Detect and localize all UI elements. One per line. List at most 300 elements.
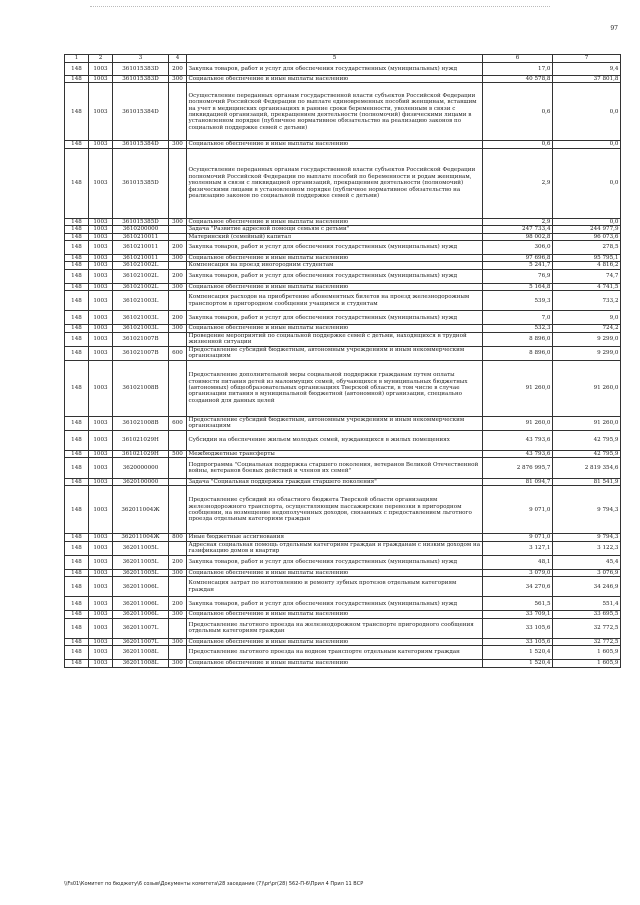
expense-type-cell: 800 [169,534,187,541]
expense-type-cell: 500 [169,450,187,457]
amount-cell: 8 896,0 [483,346,553,360]
amount-cell: 561,5 [483,597,553,611]
expense-type-cell [169,486,187,534]
section-code-cell: 1003 [89,416,113,430]
table-row [65,611,621,618]
table-row [65,148,621,218]
section-code-cell: 1003 [89,611,113,618]
column-header: 4 [169,55,187,63]
expense-type-cell: 300 [169,325,187,332]
description-cell: Субсидии на обеспечение жильем молодых семей, нуждающихся в жилых помещениях [187,430,483,450]
amount-cell: 95 795,1 [553,255,621,262]
table-row [65,233,621,240]
admin-code-cell: 148 [65,569,89,576]
description-cell: Предоставление льготного проезда на водном транспорте отдельным категориям граждан [187,646,483,660]
admin-code-cell: 148 [65,611,89,618]
admin-code-cell: 148 [65,577,89,597]
target-code-cell: 362011008L [113,646,169,660]
amount-cell: 724,2 [553,325,621,332]
table-row [65,255,621,262]
description-cell: Социальное обеспечение и иные выплаты населению [187,255,483,262]
amount-cell: 1 605,9 [553,646,621,660]
amount-cell: 2,9 [483,218,553,225]
target-code-cell: 361021029H [113,450,169,457]
expense-type-cell: 200 [169,241,187,255]
target-code-cell: 362011006L [113,577,169,597]
expense-type-cell [169,262,187,269]
target-code-cell: 361015384D [113,141,169,148]
section-code-cell: 1003 [89,269,113,283]
amount-cell: 32 772,5 [553,618,621,638]
page-number: 97 [610,25,618,32]
expense-type-cell: 300 [169,218,187,225]
description-cell: Компенсация расходов на приобретение абонементных билетов на проезд железнодорожным транспортом в пригородном сообщении учащимся и студентам [187,291,483,311]
amount-cell: 45,4 [553,555,621,569]
amount-cell: 33 695,5 [553,611,621,618]
admin-code-cell: 148 [65,332,89,346]
amount-cell: 40 578,8 [483,76,553,83]
expense-type-cell [169,479,187,486]
section-code-cell: 1003 [89,450,113,457]
admin-code-cell: 148 [65,311,89,325]
admin-code-cell: 148 [65,141,89,148]
expense-type-cell: 200 [169,555,187,569]
amount-cell: 0,0 [553,148,621,218]
description-cell: Закупка товаров, работ и услуг для обеспечения государственных (муниципальных) нужд [187,311,483,325]
admin-code-cell: 148 [65,458,89,479]
expense-type-cell: 200 [169,597,187,611]
amount-cell: 9 071,0 [483,534,553,541]
description-cell: Межбюджетные трансферты [187,450,483,457]
budget-table [64,54,621,668]
expense-type-cell: 300 [169,76,187,83]
description-cell: Компенсация на проезд иногородним студентам [187,262,483,269]
section-code-cell: 1003 [89,325,113,332]
description-cell: Предоставление субсидий бюджетным, автономным учреждениям и иным некоммерческим организациям [187,346,483,360]
target-code-cell: 361021002L [113,283,169,290]
amount-cell: 8 896,0 [483,332,553,346]
amount-cell: 0,6 [483,141,553,148]
expense-type-cell: 600 [169,346,187,360]
admin-code-cell: 148 [65,241,89,255]
amount-cell: 91 260,0 [483,360,553,416]
target-code-cell: 361015385D [113,218,169,225]
target-code-cell: 362011006L [113,611,169,618]
amount-cell: 0,0 [553,83,621,141]
admin-code-cell: 148 [65,541,89,555]
target-code-cell: 3620000000 [113,458,169,479]
amount-cell: 2 819 354,6 [553,458,621,479]
section-code-cell: 1003 [89,241,113,255]
table-row [65,76,621,83]
amount-cell: 81 541,9 [553,479,621,486]
expense-type-cell [169,577,187,597]
section-code-cell: 1003 [89,458,113,479]
target-code-cell: 362011006L [113,597,169,611]
admin-code-cell: 148 [65,291,89,311]
admin-code-cell: 148 [65,597,89,611]
expense-type-cell: 300 [169,660,187,667]
section-code-cell: 1003 [89,618,113,638]
section-code-cell: 1003 [89,83,113,141]
amount-cell: 42 795,9 [553,450,621,457]
target-code-cell: 3610210011 [113,255,169,262]
description-cell: Предоставление льготного проезда на железнодорожном транспорте пригородного сообщения отдельным категориям граждан [187,618,483,638]
expense-type-cell: 300 [169,611,187,618]
description-cell: Закупка товаров, работ и услуг для обеспечения государственных (муниципальных) нужд [187,63,483,76]
admin-code-cell: 148 [65,346,89,360]
expense-type-cell [169,360,187,416]
admin-code-cell: 148 [65,416,89,430]
target-code-cell: 361021007B [113,346,169,360]
admin-code-cell: 148 [65,555,89,569]
target-code-cell: 3610210011 [113,233,169,240]
amount-cell: 34 246,9 [553,577,621,597]
amount-cell: 3 076,9 [553,569,621,576]
admin-code-cell: 148 [65,360,89,416]
target-code-cell: 362011008L [113,660,169,667]
amount-cell: 91 260,0 [553,416,621,430]
description-cell: Адресная социальная помощь отдельным категориям граждан и гражданам с низким доходом на газификацию домов и квартир [187,541,483,555]
description-cell: Проведение мероприятий по социальной поддержке семей с детьми, находящихся в трудной жизненной ситуации [187,332,483,346]
table-row [65,226,621,233]
table-row [65,346,621,360]
amount-cell: 33 105,6 [483,618,553,638]
table-row [65,577,621,597]
section-code-cell: 1003 [89,76,113,83]
target-code-cell: 361015384D [113,83,169,141]
expense-type-cell: 600 [169,416,187,430]
amount-cell: 17,0 [483,63,553,76]
target-code-cell: 361021008B [113,360,169,416]
description-cell: Осуществление переданных органам государственной власти субъектов Российской Федерации полномочий Российской Федерации по выплате пособий по беременности и родам женщинам, уволенным в связи с ликвидацией организаций, прекращением деятельности (полномочий) физическими лицами в установленном порядке (публичное нормативное обязательство на реализацию законов по социальной поддержке семей с детьми) [187,148,483,218]
table-row [65,569,621,576]
amount-cell: 306,0 [483,241,553,255]
admin-code-cell: 148 [65,269,89,283]
target-code-cell: 361021007B [113,332,169,346]
admin-code-cell: 148 [65,148,89,218]
expense-type-cell: 200 [169,311,187,325]
table-row [65,416,621,430]
admin-code-cell: 148 [65,486,89,534]
admin-code-cell: 148 [65,450,89,457]
description-cell: Предоставление субсидий бюджетным, автономным учреждениям и иным некоммерческим организациям [187,416,483,430]
amount-cell: 0,0 [553,141,621,148]
description-cell: Материнский (семейный) капитал [187,233,483,240]
table-row [65,283,621,290]
column-header: 7 [553,55,621,63]
section-code-cell: 1003 [89,226,113,233]
description-cell: Предоставление субсидий из областного бюджета Тверской области организациям железнодорожного транспорта, осуществляющим пассажирские перевозки в пригородном сообщении, на возмещение недополученных доходов, связанных с предоставлением льготного проезда отдельным категориям граждан [187,486,483,534]
amount-cell: 532,3 [483,325,553,332]
table-row [65,450,621,457]
expense-type-cell: 300 [169,255,187,262]
table-row [65,597,621,611]
expense-type-cell [169,233,187,240]
admin-code-cell: 148 [65,638,89,645]
description-cell: Социальное обеспечение и иные выплаты населению [187,76,483,83]
target-code-cell: 361021002L [113,262,169,269]
amount-cell: 48,1 [483,555,553,569]
amount-cell: 3 079,0 [483,569,553,576]
admin-code-cell: 148 [65,325,89,332]
target-code-cell: 361021003L [113,325,169,332]
target-code-cell: 362011005L [113,541,169,555]
description-cell: Осуществление переданных органам государственной власти субъектов Российской Федерации полномочий Российской Федерации по выплате единовременных пособий женщинам, вставшим на учет в медицинских организациях в ранние сроки беременности, уволенным в связи с ликвидацией организаций, прекращением деятельности (полномочий) физическими лицами в установленном порядке (публичное нормативное обязательство на реализацию законов по социальной поддержке семей с детьми) [187,83,483,141]
admin-code-cell: 148 [65,283,89,290]
admin-code-cell: 148 [65,646,89,660]
table-row [65,325,621,332]
amount-cell: 76,9 [483,269,553,283]
description-cell: Закупка товаров, работ и услуг для обеспечения государственных (муниципальных) нужд [187,555,483,569]
target-code-cell: 361021029H [113,430,169,450]
amount-cell: 97 696,8 [483,255,553,262]
section-code-cell: 1003 [89,430,113,450]
description-cell: Социальное обеспечение и иные выплаты населению [187,638,483,645]
table-row [65,486,621,534]
amount-cell: 9 299,0 [553,346,621,360]
amount-cell: 5 241,7 [483,262,553,269]
table-row [65,360,621,416]
target-code-cell: 361021008B [113,416,169,430]
amount-cell: 3 122,3 [553,541,621,555]
table-row [65,430,621,450]
expense-type-cell [169,148,187,218]
description-cell: Закупка товаров, работ и услуг для обеспечения государственных (муниципальных) нужд [187,597,483,611]
amount-cell: 37 801,8 [553,76,621,83]
section-code-cell: 1003 [89,332,113,346]
amount-cell: 2 876 995,7 [483,458,553,479]
amount-cell: 43 793,6 [483,430,553,450]
description-cell: Социальное обеспечение и иные выплаты населению [187,218,483,225]
description-cell: Задача "Социальная поддержка граждан старшего поколения" [187,479,483,486]
column-header: 5 [187,55,483,63]
table-row [65,332,621,346]
table-row [65,83,621,141]
amount-cell: 33 709,1 [483,611,553,618]
table-row [65,63,621,76]
table-row [65,534,621,541]
file-path-footer: \\Fs01\Комитет по бюджету\6 созыв\Документы комитета\28 заседание (7)\pr\pr(28) 562-П-6\Прил 4 Прил 11 ВСР [64,881,364,887]
table-row [65,262,621,269]
amount-cell: 4 816,2 [553,262,621,269]
table-row [65,618,621,638]
section-code-cell: 1003 [89,283,113,290]
target-code-cell: 362011007L [113,638,169,645]
expense-type-cell [169,618,187,638]
admin-code-cell: 148 [65,534,89,541]
target-code-cell: 362011005L [113,569,169,576]
amount-cell: 7,0 [483,311,553,325]
amount-cell: 539,3 [483,291,553,311]
target-code-cell: 3620100000 [113,479,169,486]
section-code-cell: 1003 [89,291,113,311]
table-row [65,646,621,660]
expense-type-cell: 300 [169,638,187,645]
target-code-cell: 362011005L [113,555,169,569]
description-cell: Закупка товаров, работ и услуг для обеспечения государственных (муниципальных) нужд [187,269,483,283]
target-code-cell: 362011004Ж [113,534,169,541]
admin-code-cell: 148 [65,83,89,141]
table-row [65,241,621,255]
section-code-cell: 1003 [89,255,113,262]
expense-type-cell [169,430,187,450]
description-cell: Социальное обеспечение и иные выплаты населению [187,325,483,332]
amount-cell: 34 270,6 [483,577,553,597]
section-code-cell: 1003 [89,360,113,416]
description-cell: Социальное обеспечение и иные выплаты населению [187,569,483,576]
header-row [65,55,621,63]
amount-cell: 9 071,0 [483,486,553,534]
expense-type-cell: 300 [169,283,187,290]
expense-type-cell: 300 [169,141,187,148]
admin-code-cell: 148 [65,76,89,83]
expense-type-cell [169,226,187,233]
section-code-cell: 1003 [89,233,113,240]
amount-cell: 9,4 [553,63,621,76]
expense-type-cell [169,646,187,660]
amount-cell: 0,0 [553,218,621,225]
section-code-cell: 1003 [89,597,113,611]
amount-cell: 81 094,7 [483,479,553,486]
amount-cell: 278,5 [553,241,621,255]
description-cell: Задача "Развитие адресной помощи семьям с детьми" [187,226,483,233]
section-code-cell: 1003 [89,218,113,225]
table-row [65,141,621,148]
admin-code-cell: 148 [65,233,89,240]
table-row [65,541,621,555]
amount-cell: 551,4 [553,597,621,611]
section-code-cell: 1003 [89,638,113,645]
expense-type-cell: 200 [169,269,187,283]
admin-code-cell: 148 [65,226,89,233]
amount-cell: 4 741,5 [553,283,621,290]
amount-cell: 9 299,0 [553,332,621,346]
expense-type-cell: 300 [169,569,187,576]
section-code-cell: 1003 [89,148,113,218]
amount-cell: 42 795,9 [553,430,621,450]
column-header: 2 [89,55,113,63]
expense-type-cell [169,83,187,141]
expense-type-cell [169,291,187,311]
column-header: 1 [65,55,89,63]
amount-cell: 244 977,9 [553,226,621,233]
amount-cell: 32 772,5 [553,638,621,645]
admin-code-cell: 148 [65,63,89,76]
section-code-cell: 1003 [89,569,113,576]
section-code-cell: 1003 [89,479,113,486]
amount-cell: 1 520,4 [483,646,553,660]
table-row [65,291,621,311]
admin-code-cell: 148 [65,618,89,638]
admin-code-cell: 148 [65,255,89,262]
admin-code-cell: 148 [65,262,89,269]
description-cell: Подпрограмма "Социальная поддержка старшего поколения, ветеранов Великой Отечественной войны, ветеранов боевых действий и членов их семей" [187,458,483,479]
description-cell: Социальное обеспечение и иные выплаты населению [187,283,483,290]
column-header: 6 [483,55,553,63]
target-code-cell: 3610200000 [113,226,169,233]
section-code-cell: 1003 [89,346,113,360]
table-row [65,218,621,225]
section-code-cell: 1003 [89,262,113,269]
admin-code-cell: 148 [65,479,89,486]
section-code-cell: 1003 [89,486,113,534]
target-code-cell: 361015383D [113,63,169,76]
section-code-cell: 1003 [89,534,113,541]
expense-type-cell: 200 [169,63,187,76]
target-code-cell: 362011004Ж [113,486,169,534]
admin-code-cell: 148 [65,660,89,667]
target-code-cell: 361015383D [113,76,169,83]
amount-cell: 247 733,4 [483,226,553,233]
description-cell: Закупка товаров, работ и услуг для обеспечения государственных (муниципальных) нужд [187,241,483,255]
description-cell: Социальное обеспечение и иные выплаты населению [187,141,483,148]
amount-cell: 1 520,4 [483,660,553,667]
table-row [65,638,621,645]
section-code-cell: 1003 [89,141,113,148]
admin-code-cell: 148 [65,218,89,225]
target-code-cell: 361021002L [113,269,169,283]
target-code-cell: 361015385D [113,148,169,218]
amount-cell: 33 105,6 [483,638,553,645]
section-code-cell: 1003 [89,660,113,667]
admin-code-cell: 148 [65,430,89,450]
amount-cell: 91 260,0 [483,416,553,430]
section-code-cell: 1003 [89,577,113,597]
table-row [65,311,621,325]
scan-artifact-line [90,6,550,8]
amount-cell: 1 605,9 [553,660,621,667]
amount-cell: 3 127,1 [483,541,553,555]
expense-type-cell [169,541,187,555]
table-row [65,660,621,667]
description-cell: Социальное обеспечение и иные выплаты населению [187,660,483,667]
target-code-cell: 361021003L [113,291,169,311]
amount-cell: 9 794,3 [553,534,621,541]
expense-type-cell [169,332,187,346]
table-row [65,458,621,479]
section-code-cell: 1003 [89,555,113,569]
target-code-cell: 3610210011 [113,241,169,255]
description-cell: Социальное обеспечение и иные выплаты населению [187,611,483,618]
table-row [65,269,621,283]
description-cell: Компенсация затрат по изготовлению и ремонту зубных протезов отдельным категориям граждан [187,577,483,597]
target-code-cell: 362011007L [113,618,169,638]
amount-cell: 98 002,8 [483,233,553,240]
amount-cell: 74,7 [553,269,621,283]
section-code-cell: 1003 [89,311,113,325]
amount-cell: 9 794,3 [553,486,621,534]
table-row [65,555,621,569]
amount-cell: 0,6 [483,83,553,141]
target-code-cell: 361021003L [113,311,169,325]
amount-cell: 5 164,8 [483,283,553,290]
amount-cell: 733,2 [553,291,621,311]
description-cell: Предоставление дополнительной меры социальной поддержки гражданам путем оплаты стоимости питания детей из малоимущих семей, обучающихся в муниципальных бюджетных (автономных) общеобразовательных организациях Тверской области, в том числе в случае организации питания в муниципальной бюджетной (автономной) организации, специально созданной для данных целей [187,360,483,416]
section-code-cell: 1003 [89,541,113,555]
expense-type-cell [169,458,187,479]
table-body [65,63,621,668]
table-row [65,479,621,486]
amount-cell: 2,9 [483,148,553,218]
column-header: 3 [113,55,169,63]
section-code-cell: 1003 [89,63,113,76]
section-code-cell: 1003 [89,646,113,660]
description-cell: Иные бюджетные ассигнования [187,534,483,541]
amount-cell: 9,0 [553,311,621,325]
amount-cell: 96 073,6 [553,233,621,240]
amount-cell: 43 793,6 [483,450,553,457]
